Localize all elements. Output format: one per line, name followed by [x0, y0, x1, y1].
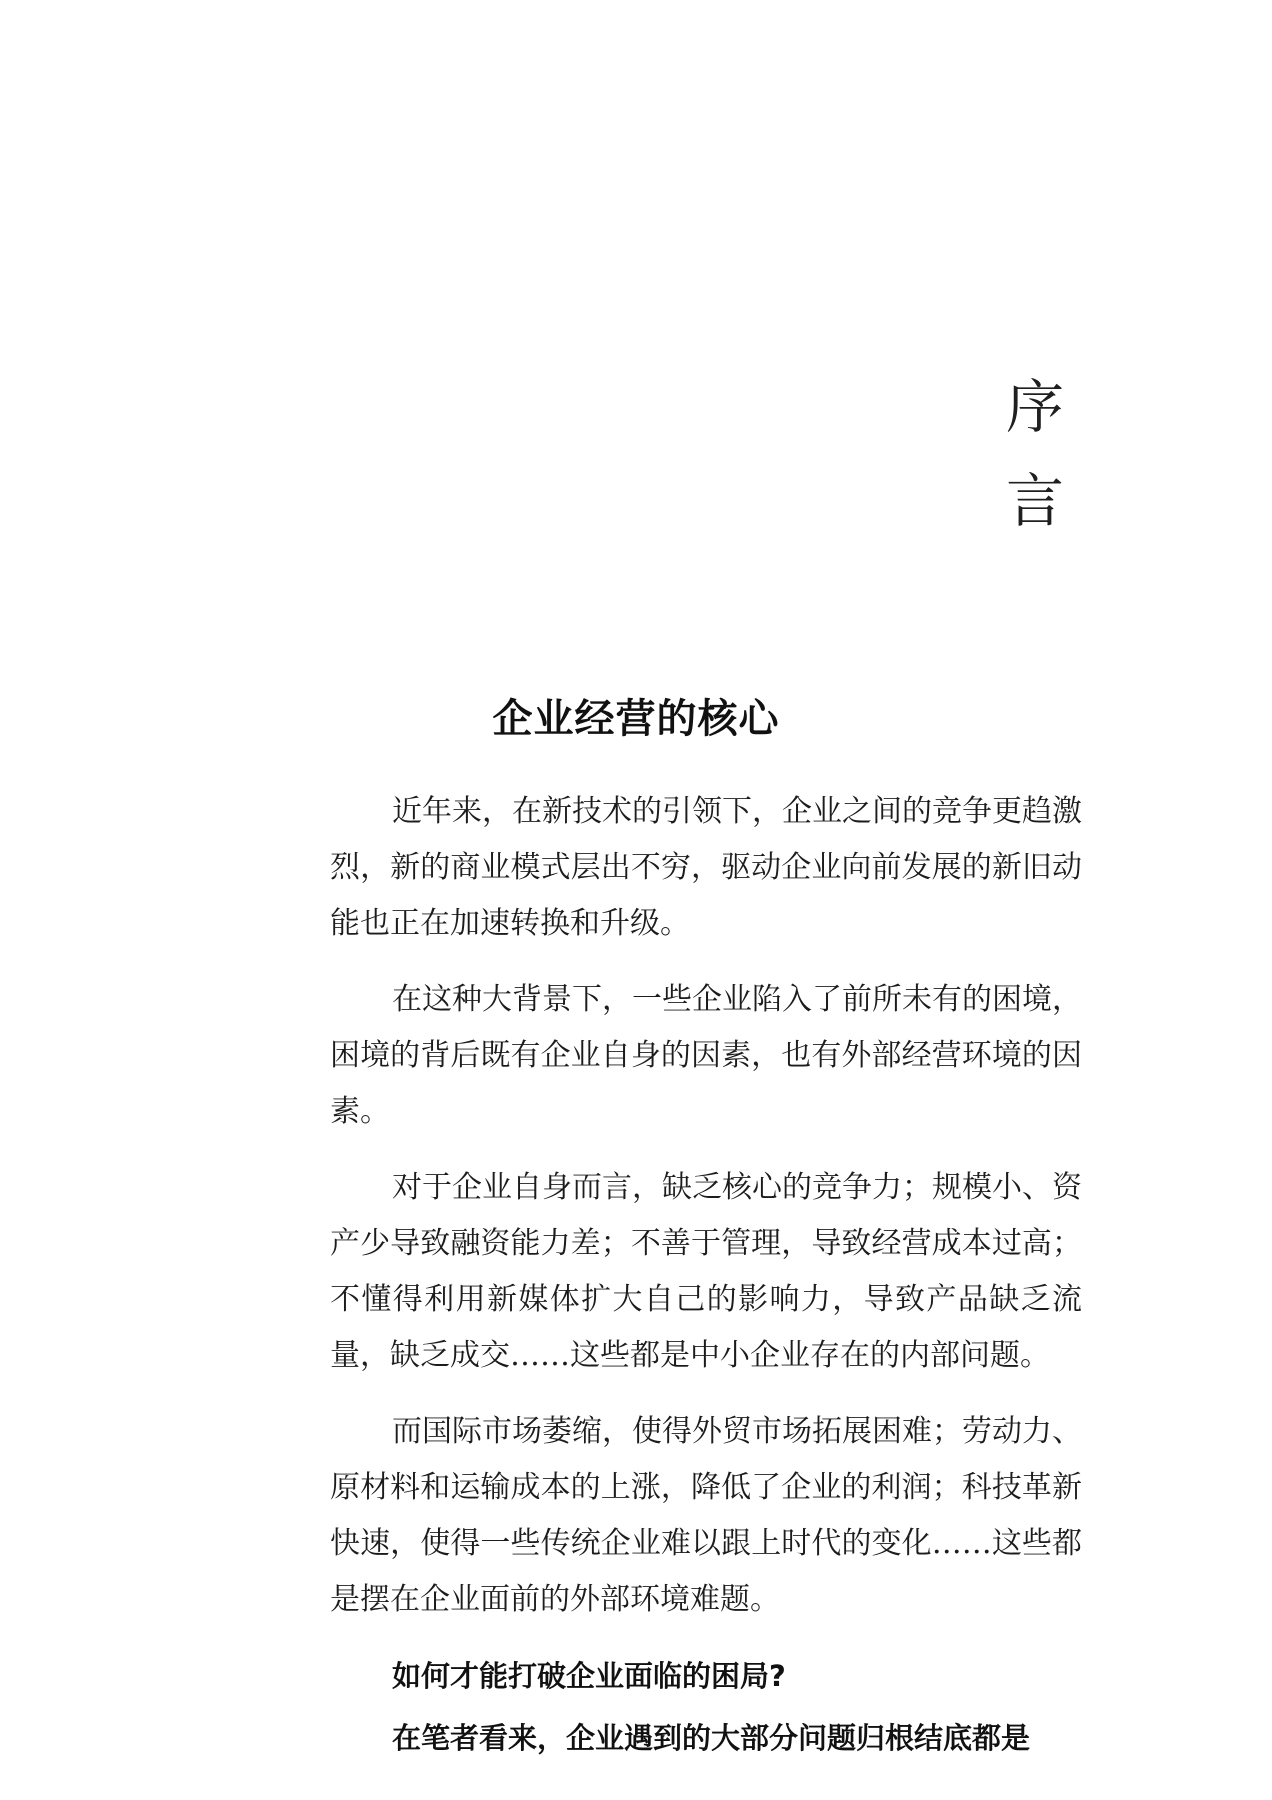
- paragraph: 对于企业自身而言，缺乏核心的竞争力；规模小、资产少导致融资能力差；不善于管理，导致经营成本过高；不懂得利用新媒体扩大自己的影响力，导致产品缺乏流量，缺乏成交……这些都是中小企业存在的内部问题。: [330, 1170, 1082, 1373]
- bold-statement: 在笔者看来，企业遇到的大部分问题归根结底都是: [392, 1721, 1031, 1755]
- paragraph: 近年来，在新技术的引领下，企业之间的竞争更趋激烈，新的商业模式层出不穷，驱动企业向前发展的新旧动能也正在加速转换和升级。: [330, 794, 1082, 941]
- body-text: [330, 784, 1082, 1772]
- chapter-title-char-2: 言: [1005, 467, 1064, 535]
- chapter-title-char-1: 序: [1005, 373, 1064, 441]
- paragraph: 而国际市场萎缩，使得外贸市场拓展困难；劳动力、原材料和运输成本的上涨，降低了企业的利润；科技革新快速，使得一些传统企业难以跟上时代的变化……这些都是摆在企业面前的外部环境难题。: [330, 1414, 1082, 1617]
- paragraph: 在这种大背景下，一些企业陷入了前所未有的困境，困境的背后既有企业自身的因素，也有外部经营环境的因素。: [330, 982, 1082, 1129]
- section-heading: 企业经营的核心: [492, 696, 780, 742]
- bold-question: 如何才能打破企业面临的困局?: [392, 1659, 786, 1693]
- chapter-title: [1000, 373, 1070, 535]
